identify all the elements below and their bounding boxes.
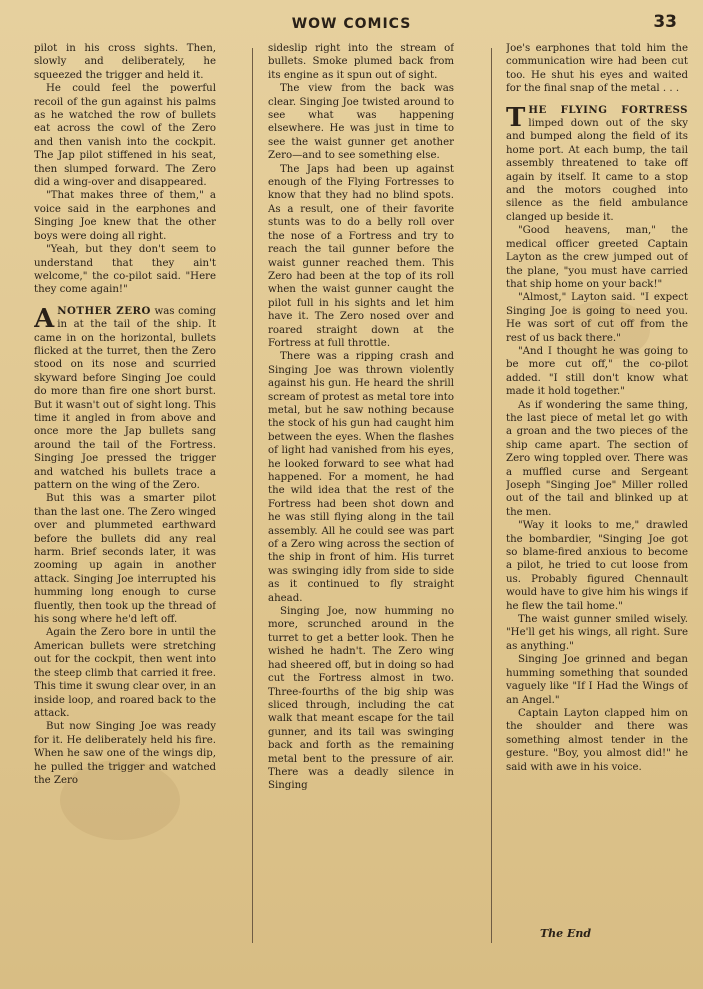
section-opening-paragraph [506,104,688,225]
paragraph: Captain Layton clapped him on the shoulder and there was something almost tender in the gesture. "Boy, you almost did!" he said with awe in his voice. [506,707,688,773]
paragraph: Singing Joe, now humming no more, scrunched around in the turret to get a better look. Then he wished he hadn't. The Zero wing had sheered off, but in doing so had cut the Fortress almost in two. Three-fourths of the big ship was sliced through, including the cat walk that meant escape for the tail gunner, and its tail was swinging back and forth as the remaining metal bent to the pressure of air. There was a deadly silence in Singing [268,606,454,792]
paragraph: "Way it looks to me," drawled the bombardier, "Singing Joe got so blame-fired anxious to become a pilot, he tried to cut loose from us. Probably figured Chennault would have to give him his wings if he flew the tail home." [506,520,688,612]
paragraph: He could feel the powerful recoil of the gun against his palms as he watched the row of bullets eat across the cowl of the Zero and then vanish into the cockpit. The Jap pilot stiffened in his seat, then slumped forward. The Zero did a wing-over and disappeared. [34,83,216,189]
drop-cap: A [34,303,55,334]
paragraph: "Almost," Layton said. "I expect Singing Joe is going to need you. He was sort of cut off from the rest of us back there." [506,292,688,344]
paragraph: "Good heavens, man," the medical officer greeted Captain Layton as the crew jumped out of the plane, "you must have carried that ship home on your back!" [506,225,688,290]
paragraph: sideslip right into the stream of bullets. Smoke plumed back from its engine as it spun out of sight. [268,43,454,81]
paragraph: But this was a smarter pilot than the last one. The Zero winged over and plummeted earthward before the bullets did any real harm. Brief seconds later, it was zooming up again in another attack. Singing Joe interrupted his humming long enough to curse fluently, then took up the thread of his song where he'd left off. [34,493,216,626]
text-column-2 [268,42,454,947]
paragraph: pilot in his cross sights. Then, slowly and deliberately, he squeezed the trigger and held it. [34,43,216,81]
paragraph: Singing Joe grinned and began humming something that sounded vaguely like "If I Had the Wings of an Angel." [506,654,688,706]
paragraph: The Japs had been up against enough of the Flying Fortresses to know that they had no blind spots. As a result, one of their favorite stunts was to do a belly roll over the nose of a Fortress and try to reach the tail gunner before the waist gunner reached them. This Zero had been at the top of its roll when the waist gunner caught the pilot full in his sights and let him have it. The Zero nosed over and roared straight down at the Fortress at full throttle. [268,163,454,349]
paragraph: The waist gunner smiled wisely. "He'll get his wings, all right. Sure as anything." [506,614,688,652]
paragraph: There was a ripping crash and Singing Joe was thrown violently against his gun. He heard the shrill scream of protest as metal tore into metal, but he saw nothing because the stock of his gun had caught him between the eyes. When the flashes of light had vanished from his eyes, he looked forward to see what had happened. For a moment, he had the wild idea that the rest of the Fortress had been shot down and he was still flying along in the tail assembly. All he could see was part of a Zero wing across the section of the ship in front of him. His turret was swinging idly from side to side as it continued to fly straight ahead. [268,351,454,604]
paragraph: "That makes three of them," a voice said in the earphones and Singing Joe knew that the other boys were doing all right. [34,190,216,242]
paragraph: Again the Zero bore in until the American bullets were stretching out for the cockpit, then went into the steep climb that carried it free. This time it swung clear over, in an inside loop, and roared back to the attack. [34,627,216,719]
paragraph: "And I thought he was going to be more cut off," the co-pilot added. "I still don't know what made it hold together." [506,345,688,398]
column-divider [252,48,253,943]
section-opening-paragraph [34,305,216,493]
running-head: WOW COMICS [291,16,412,32]
paragraph: As if wondering the same thing, the last piece of metal let go with a groan and the two pieces of the ship came apart. The section of Zero wing toppled over. There was a muffled curse and Sergeant Joseph "Singing Joe" Miller rolled out of the tail and blinked up at the men. [506,399,688,518]
section-head: HE FLYING FORTRESS [528,103,688,116]
paragraph: The view from the back was clear. Singing Joe twisted around to see what was happening elsewhere. He was just in time to see the waist gunner get another Zero—and to see something else. [268,83,454,162]
drop-cap: T [506,102,526,133]
paragraph: But now Singing Joe was ready for it. He deliberately held his fire. When he saw one of the wings dip, he pulled the trigger and watched the Zero [34,721,216,786]
column-divider [491,48,492,943]
section-text: was coming in at the tail of the ship. It came in on the horizontal, bullets flicked at the turret, then the Zero stood on its nose and scurried skyward before Singing Joe could do more than fire one short burst. But it wasn't out of sight long. This time it angled in from above and once more the Jap bullets sang around the tail of the Fortress. Singing Joe pressed the trigger and watched his bullets trace a pattern on the wing of the Zero. [34,305,216,491]
text-column-1 [34,42,216,947]
page-header [0,0,703,40]
end-mark: The End [540,927,592,940]
paragraph: Joe's earphones that told him the communication wire had been cut too. He shut his eyes and waited for the final snap of the metal . . . [506,43,688,95]
section-text: limped down out of the sky and bumped along the field of its home port. At each bump, the tail assembly threatened to take off again by itself. It came to a stop and the motors coughed into silence as the field ambulance clanged up beside it. [506,118,688,223]
page-number: 33 [653,12,677,32]
text-column-3 [506,42,688,947]
paragraph: "Yeah, but they don't seem to understand that they ain't welcome," the co-pilot said. "Here they come again!" [34,244,216,296]
section-head: NOTHER ZERO [57,304,151,317]
